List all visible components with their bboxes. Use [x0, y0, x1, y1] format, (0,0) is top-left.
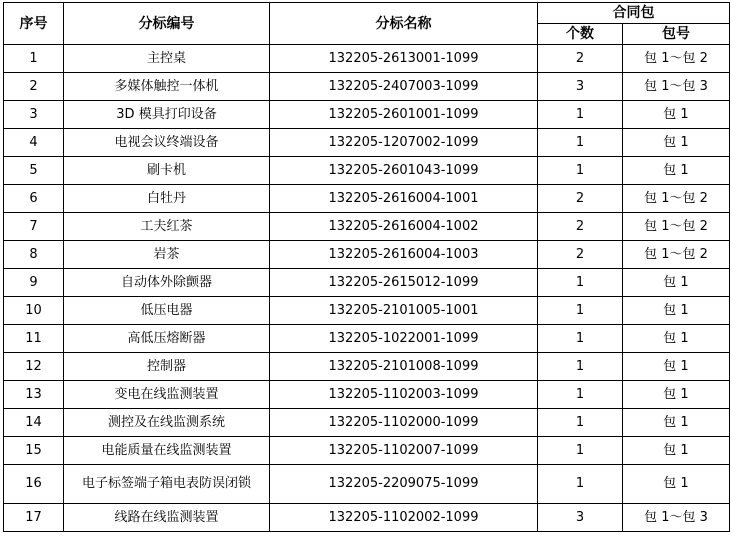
cell-seq: 7 — [4, 213, 64, 241]
table-body — [4, 45, 730, 532]
cell-seq: 11 — [4, 325, 64, 353]
cell-count: 3 — [538, 504, 623, 532]
cell-pack: 包 1～包 2 — [623, 241, 730, 269]
cell-code: 高低压熔断器 — [64, 325, 270, 353]
cell-name: 132205-2101005-1001 — [270, 297, 538, 325]
cell-name: 132205-1102000-1099 — [270, 409, 538, 437]
cell-code: 自动体外除颤器 — [64, 269, 270, 297]
cell-seq: 3 — [4, 101, 64, 129]
cell-count: 1 — [538, 129, 623, 157]
header-row-top — [4, 3, 730, 24]
cell-name: 132205-2616004-1001 — [270, 185, 538, 213]
cell-count: 1 — [538, 353, 623, 381]
table-row — [4, 504, 730, 532]
cell-pack: 包 1 — [623, 297, 730, 325]
cell-count: 1 — [538, 409, 623, 437]
cell-code: 白牡丹 — [64, 185, 270, 213]
cell-name: 132205-2209075-1099 — [270, 465, 538, 504]
table-row — [4, 185, 730, 213]
cell-pack: 包 1 — [623, 325, 730, 353]
cell-pack: 包 1～包 3 — [623, 73, 730, 101]
table-row — [4, 381, 730, 409]
cell-code: 工夫红茶 — [64, 213, 270, 241]
cell-code: 测控及在线监测系统 — [64, 409, 270, 437]
cell-pack: 包 1～包 3 — [623, 504, 730, 532]
cell-count: 1 — [538, 325, 623, 353]
cell-pack: 包 1～包 2 — [623, 185, 730, 213]
table-row — [4, 157, 730, 185]
header-count: 个数 — [538, 24, 623, 45]
header-contract-pack: 合同包 — [538, 3, 730, 24]
cell-code: 电能质量在线监测装置 — [64, 437, 270, 465]
cell-count: 3 — [538, 73, 623, 101]
cell-pack: 包 1 — [623, 157, 730, 185]
cell-name: 132205-1102002-1099 — [270, 504, 538, 532]
cell-count: 2 — [538, 241, 623, 269]
cell-seq: 17 — [4, 504, 64, 532]
cell-name: 132205-2601043-1099 — [270, 157, 538, 185]
cell-pack: 包 1 — [623, 437, 730, 465]
cell-name: 132205-2613001-1099 — [270, 45, 538, 73]
table-row — [4, 73, 730, 101]
table-row — [4, 45, 730, 73]
cell-code: 岩茶 — [64, 241, 270, 269]
cell-pack: 包 1 — [623, 409, 730, 437]
cell-count: 1 — [538, 101, 623, 129]
cell-pack: 包 1～包 2 — [623, 45, 730, 73]
cell-seq: 12 — [4, 353, 64, 381]
cell-code: 电视会议终端设备 — [64, 129, 270, 157]
cell-count: 2 — [538, 45, 623, 73]
cell-seq: 14 — [4, 409, 64, 437]
cell-name: 132205-2601001-1099 — [270, 101, 538, 129]
cell-count: 1 — [538, 269, 623, 297]
cell-count: 1 — [538, 465, 623, 504]
cell-pack: 包 1 — [623, 101, 730, 129]
table-row — [4, 241, 730, 269]
table-row — [4, 129, 730, 157]
table-row — [4, 465, 730, 504]
cell-seq: 13 — [4, 381, 64, 409]
cell-code: 主控桌 — [64, 45, 270, 73]
cell-pack: 包 1 — [623, 381, 730, 409]
table-row — [4, 353, 730, 381]
cell-count: 1 — [538, 157, 623, 185]
cell-name: 132205-2407003-1099 — [270, 73, 538, 101]
table-row — [4, 297, 730, 325]
cell-pack: 包 1 — [623, 353, 730, 381]
table-row — [4, 325, 730, 353]
cell-name: 132205-1022001-1099 — [270, 325, 538, 353]
cell-pack: 包 1 — [623, 129, 730, 157]
cell-seq: 15 — [4, 437, 64, 465]
table-row — [4, 101, 730, 129]
cell-code: 多媒体触控一体机 — [64, 73, 270, 101]
cell-seq: 6 — [4, 185, 64, 213]
cell-name: 132205-1207002-1099 — [270, 129, 538, 157]
cell-seq: 10 — [4, 297, 64, 325]
cell-code: 控制器 — [64, 353, 270, 381]
table-row — [4, 437, 730, 465]
cell-name: 132205-1102003-1099 — [270, 381, 538, 409]
header-name: 分标名称 — [270, 3, 538, 45]
cell-seq: 5 — [4, 157, 64, 185]
cell-pack: 包 1 — [623, 269, 730, 297]
cell-pack: 包 1～包 2 — [623, 213, 730, 241]
cell-count: 1 — [538, 297, 623, 325]
bid-table — [3, 2, 730, 532]
cell-name: 132205-2101008-1099 — [270, 353, 538, 381]
cell-count: 2 — [538, 185, 623, 213]
table-row — [4, 409, 730, 437]
cell-code: 刷卡机 — [64, 157, 270, 185]
cell-seq: 16 — [4, 465, 64, 504]
cell-code: 线路在线监测装置 — [64, 504, 270, 532]
cell-seq: 1 — [4, 45, 64, 73]
cell-count: 2 — [538, 213, 623, 241]
cell-name: 132205-1102007-1099 — [270, 437, 538, 465]
table-row — [4, 269, 730, 297]
cell-code: 变电在线监测装置 — [64, 381, 270, 409]
cell-seq: 2 — [4, 73, 64, 101]
cell-code: 3D 模具打印设备 — [64, 101, 270, 129]
cell-seq: 9 — [4, 269, 64, 297]
table-row — [4, 213, 730, 241]
header-pack-no: 包号 — [623, 24, 730, 45]
cell-code: 电子标签端子箱电表防误闭锁 — [64, 465, 270, 504]
cell-pack: 包 1 — [623, 465, 730, 504]
cell-count: 1 — [538, 381, 623, 409]
cell-name: 132205-2615012-1099 — [270, 269, 538, 297]
cell-seq: 8 — [4, 241, 64, 269]
cell-code: 低压电器 — [64, 297, 270, 325]
cell-name: 132205-2616004-1002 — [270, 213, 538, 241]
header-code: 分标编号 — [64, 3, 270, 45]
header-seq: 序号 — [4, 3, 64, 45]
cell-count: 1 — [538, 437, 623, 465]
cell-name: 132205-2616004-1003 — [270, 241, 538, 269]
cell-seq: 4 — [4, 129, 64, 157]
